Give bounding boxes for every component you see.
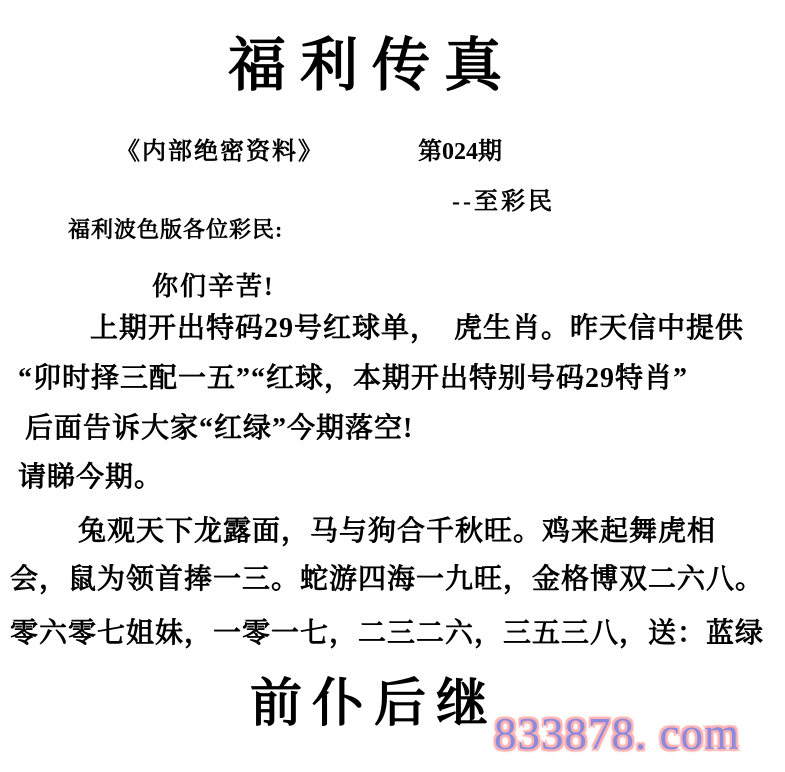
body-line: 请睇今期。 [18,462,164,493]
source-label: 《内部绝密资料》 [116,139,324,165]
body-line: 零六零七姐妹，一零一七，二三二六，三五三八，送：蓝绿 [10,618,765,649]
body-line: 后面告诉大家“红绿”今期落空! [25,413,414,444]
body-line: 兔观天下龙露面，马与狗合千秋旺。鸡来起舞虎相 [78,516,717,547]
body-line: “卯时择三配一五”“红球，本期开出特别号码29特肖” [18,363,689,394]
greeting: 你们辛苦! [152,272,275,301]
footer-slogan: 前仆后继 [250,676,499,733]
body-line: 会，鼠为领首捧一三。蛇游四海一九旺，金格博双二六八。 [10,564,765,595]
attribution: --至彩民 [452,189,555,215]
watermark-url: 833878. com [494,709,740,759]
salutation: 福利波色版各位彩民: [68,217,284,242]
page-title: 福利传真 [228,33,517,98]
issue-number: 第024期 [418,139,502,165]
body-line: 上期开出特码29号红球单， 虎生肖。昨天信中提供 [90,313,745,344]
